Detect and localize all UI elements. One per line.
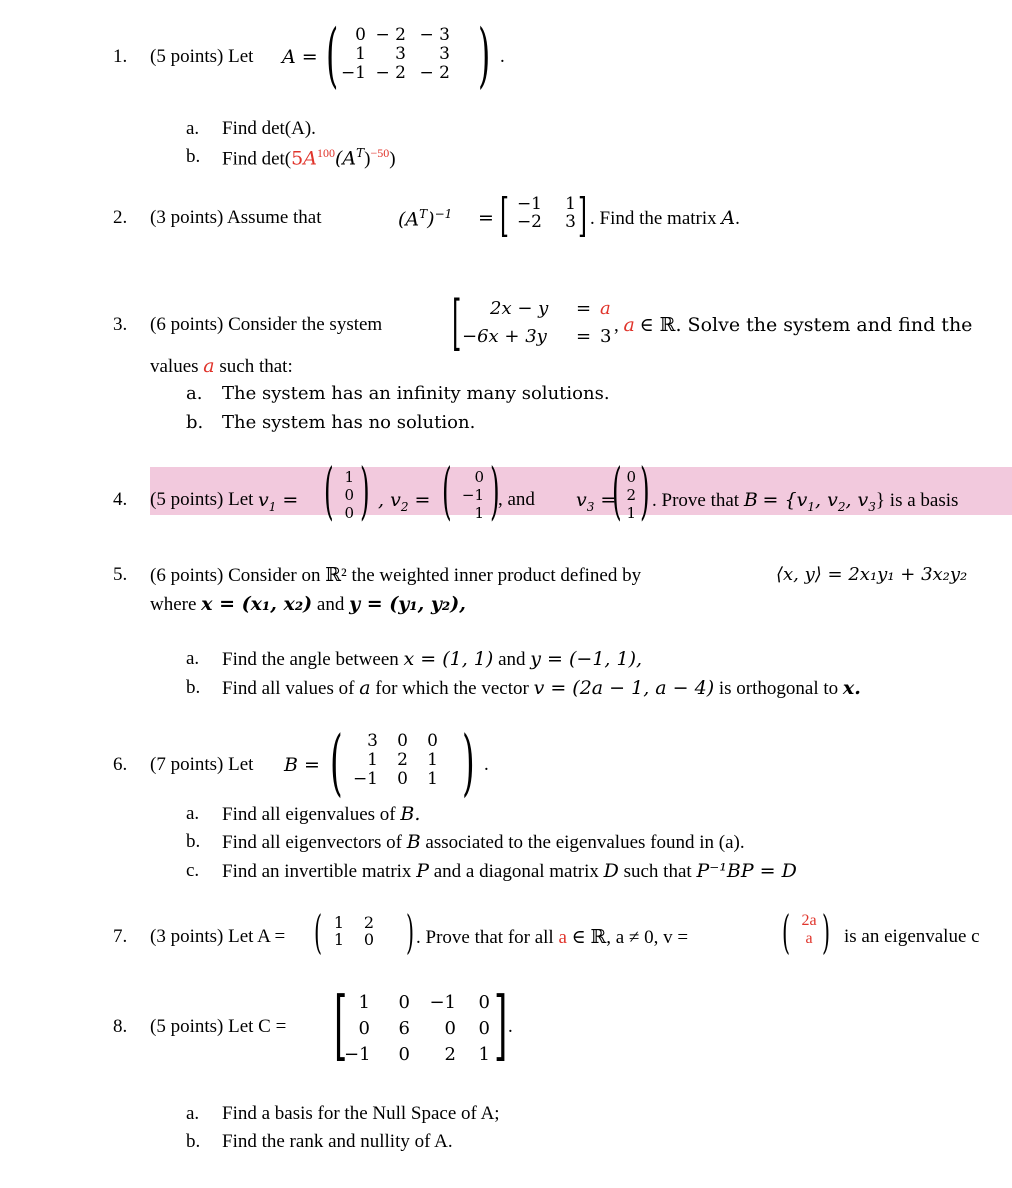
q8b-text: Find the rank and nullity of A. bbox=[222, 1131, 453, 1152]
q3b-text: The system has no solution. bbox=[222, 412, 476, 433]
q4-v1-vector: 1 0 0 bbox=[344, 468, 354, 522]
q6-number: 6. bbox=[113, 754, 128, 775]
q7-vector: 2a a bbox=[801, 912, 817, 947]
q1-left-paren: ( bbox=[326, 14, 339, 96]
q2-matrix: −1 1 −2 3 bbox=[516, 194, 576, 232]
q2-lhs: $(A^T)^{-1}$ bbox=[398, 207, 453, 231]
q1a-text: Find det(A). bbox=[222, 118, 316, 139]
q8-number: 8. bbox=[113, 1016, 128, 1037]
q6b-text: Find all eigenvectors of B associated to the eigenvalues found in (a). bbox=[222, 831, 745, 853]
q5a-text: Find the angle between x = (1, 1) and y = (−1, 1), bbox=[222, 648, 643, 670]
q5-number: 5. bbox=[113, 564, 128, 585]
q3-number: 3. bbox=[113, 314, 128, 335]
q8-matrix: 1 0 −1 0 0 6 0 0 −1 0 2 1 bbox=[344, 992, 490, 1065]
q1b-text: Find $\det(5A^{100}(A^T)^{-50})$ bbox=[222, 146, 396, 170]
q4-v3-vector: 0 2 1 bbox=[626, 468, 636, 522]
q1-lhs: A = bbox=[282, 46, 318, 68]
q4-v2-vector: 0 −1 1 bbox=[461, 468, 484, 522]
q4-number: 4. bbox=[113, 489, 128, 510]
q1-right-paren: ) bbox=[478, 14, 491, 96]
q2-text: (3 points) Assume that bbox=[150, 207, 322, 228]
q3a-text: The system has an infinity many solutions. bbox=[222, 383, 610, 404]
q6c-text: Find an invertible matrix P and a diagonal matrix D such that P⁻¹BP = D bbox=[222, 860, 797, 882]
q1-number: 1. bbox=[113, 46, 128, 67]
q6a-text: Find all eigenvalues of B. bbox=[222, 803, 421, 825]
q6-matrix: 3 0 0 1 2 1 −1 0 1 bbox=[352, 731, 438, 789]
q3-text: (6 points) Consider the system bbox=[150, 314, 383, 335]
q1a-label: a. bbox=[186, 118, 200, 139]
q5b-text: Find all values of a for which the vector v = (2a − 1, a − 4) is orthogonal to x. bbox=[222, 677, 861, 699]
q8a-text: Find a basis for the Null Space of A; bbox=[222, 1103, 500, 1124]
q1-points: (5 points) Let bbox=[150, 46, 254, 67]
q1b-label: b. bbox=[186, 146, 201, 167]
q7-number: 7. bbox=[113, 926, 128, 947]
q1-matrix: 0 − 2 − 3 1 3 3 −1 − 2 − 2 bbox=[340, 25, 450, 83]
q7-matrix: 1 2 1 0 bbox=[333, 913, 374, 949]
q2-number: 2. bbox=[113, 207, 128, 228]
